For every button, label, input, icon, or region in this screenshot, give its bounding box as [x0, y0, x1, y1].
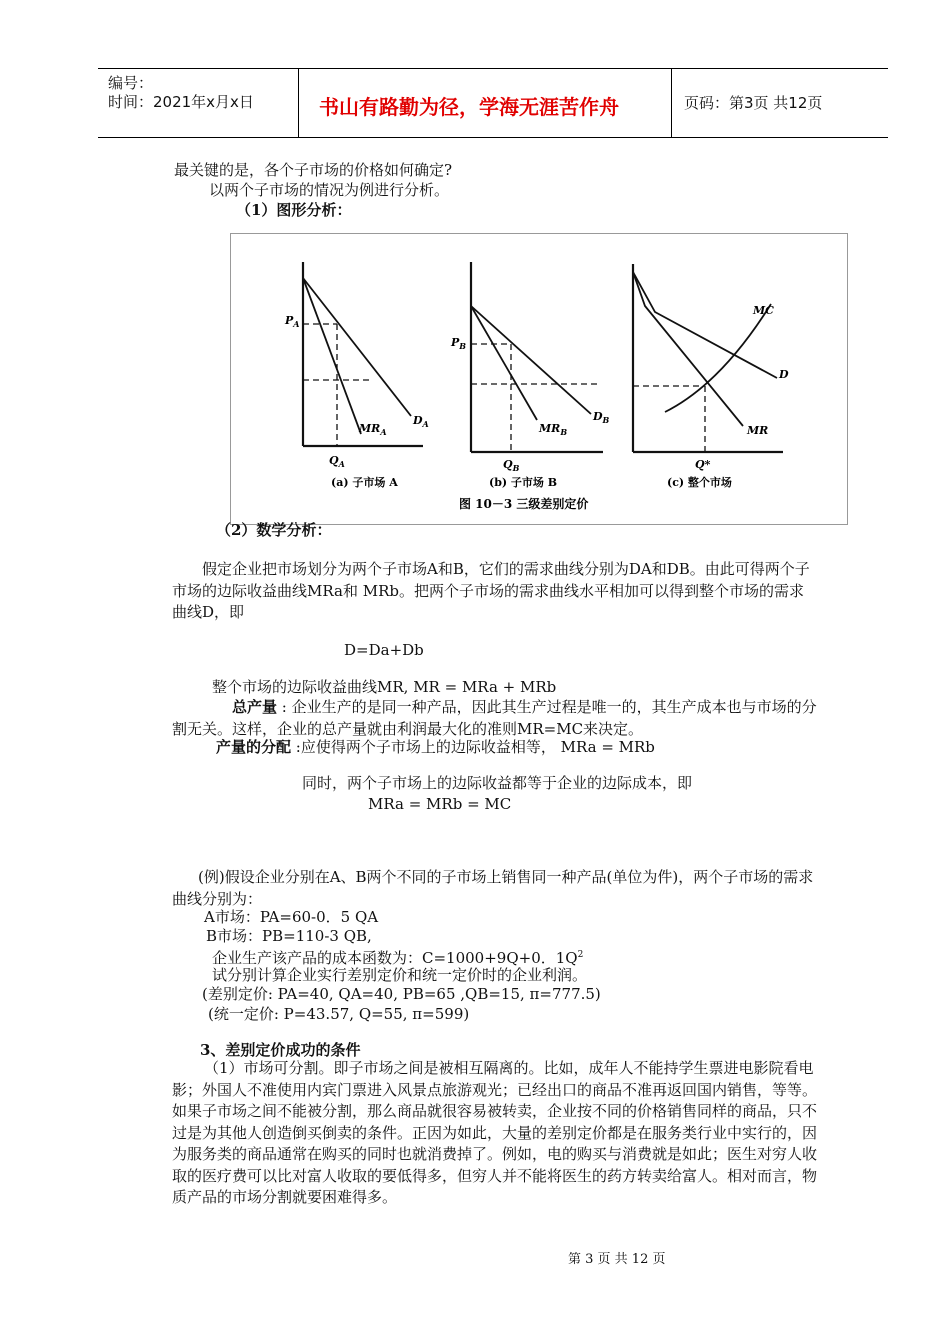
panel-c-mr-line: [633, 272, 743, 426]
panel-c-d-label: D: [779, 368, 789, 381]
total-output-label: 总产量: [232, 698, 278, 716]
panel-a-demand-line: [303, 278, 411, 416]
math-paragraph-2: 整个市场的边际收益曲线MR, MR = MRa + MRb: [212, 678, 557, 696]
total-output-text: : 企业生产的是同一种产品，因此其生产过程是唯一的，其生产成本也与市场的分割无关。这样，企业的总产量就由利润最大化的准则MR=MC来决定。: [172, 698, 817, 738]
output-distribution-label: 产量的分配: [216, 738, 292, 756]
panel-a-d-label: $D_A$: [413, 414, 429, 429]
example-answer-uniform: (统一定价: P=43.57, Q=55, π=599): [208, 1005, 470, 1023]
panel-c-q-label: Q*: [695, 458, 711, 471]
panel-a-q-label: $Q_A$: [329, 454, 345, 469]
equation-mr-mc: MRa = MRb = MC: [368, 795, 512, 813]
equation-demand-sum: D=Da+Db: [344, 641, 424, 659]
math-analysis-heading: （2）数学分析：: [216, 521, 332, 539]
section-3-heading: 3、差别定价成功的条件: [200, 1041, 361, 1059]
panel-b-mr-line: [471, 306, 537, 420]
panel-b-demand-line: [471, 306, 591, 414]
panel-c-caption: (c) 整个市场: [667, 476, 732, 489]
output-distribution-line: [216, 737, 655, 757]
example-answer-differential: (差别定价: PA=40, QA=40, PB=65 ,QB=15, π=777.5): [202, 985, 601, 1003]
header-divider-2: [671, 69, 672, 137]
panel-b-d-label: $D_B$: [593, 410, 610, 425]
panel-c-demand-line: [633, 272, 777, 378]
figure-svg: [231, 234, 847, 524]
panel-b: [450, 262, 610, 489]
math-paragraph-1: 假定企业把市场划分为两个子市场A和B，它们的需求曲线分别为DA和DB。由此可得两个子市场的边际收益曲线MRa和 MRb。把两个子市场的需求曲线水平相加可以得到整个市场的需求曲线D，即: [172, 560, 810, 621]
serial-label: 编号：: [108, 74, 154, 92]
panel-a-mr-line: [303, 278, 361, 434]
total-output-paragraph: [172, 697, 817, 740]
graph-analysis-heading: （1）图形分析：: [236, 201, 352, 219]
panel-a-mr-label: $MR_A$: [359, 422, 387, 437]
example-cost-text: 企业生产该产品的成本函数为：C=1000+9Q+0．1Q: [212, 949, 578, 967]
page-header: [98, 68, 888, 138]
figure-10-3: [230, 233, 848, 525]
motto: 书山有路勤为径，学海无涯苦作舟: [319, 95, 619, 119]
panel-c-mc-label: MC: [753, 304, 774, 317]
example-task: 试分别计算企业实行差别定价和统一定价时的企业利润。: [212, 966, 588, 984]
panel-c-mr-label: MR: [747, 424, 769, 437]
header-left: [108, 69, 298, 137]
panel-b-caption: (b) 子市场 B: [489, 476, 558, 489]
page-info: 页码：第3页 共12页: [684, 94, 823, 112]
example-market-a: A市场：PA=60-0．5 QA: [204, 908, 379, 926]
panel-b-mr-label: $MR_B$: [539, 422, 568, 437]
output-distribution-text: :应使得两个子市场上的边际收益相等， MRa = MRb: [291, 738, 655, 756]
panel-b-q-label: $Q_B$: [503, 458, 520, 473]
panel-a: [284, 262, 429, 489]
panel-a-caption: (a) 子市场 A: [331, 476, 398, 489]
panel-b-p-label: $P_B$: [451, 336, 467, 351]
example-market-b: B市场：PB=110-3 QB,: [206, 927, 372, 945]
section-3-paragraph: （1）市场可分割。即子市场之间是被相互隔离的。比如，成年人不能持学生票进电影院看电影；外国人不准使用内宾门票进入风景点旅游观光；已经出口的商品不准再返回国内销售，等等。如果子市场之间不能被分割，那么商品就很容易被转卖，企业按不同的价格销售同样的商品，只不过是为其他人创造倒买倒卖的条件。正因为如此，大量的差别定价都是在服务类行业中实行的，因为服务类的商品通常在购买的同时也就消费掉了。例如，电的购买与消费就是如此；医生对穷人收取的医疗费可以比对富人收取的要低得多，但穷人并不能将医生的药方转卖给富人。相对而言，物质产品的市场分割就要困难得多。: [172, 1059, 818, 1206]
example-cost-exponent: 2: [577, 950, 584, 960]
intro-line-1: 最关键的是，各个子市场的价格如何确定?: [174, 161, 453, 179]
example-intro: (例)假设企业分别在A、B两个不同的子市场上销售同一种产品(单位为件)，两个子市场的需求曲线分别为：: [172, 868, 814, 908]
figure-title: 图 10－3 三级差别定价: [459, 497, 589, 511]
page-footer: 第 3 页 共 12 页: [568, 1252, 666, 1267]
panel-a-p-label: $P_A$: [285, 314, 300, 329]
header-center: [299, 69, 671, 137]
time-label: 时间：2021年x月x日: [108, 93, 254, 111]
intro-line-2: 以两个子市场的情况为例进行分析。: [209, 181, 450, 199]
panel-c: [633, 264, 789, 489]
header-right: [684, 69, 884, 137]
math-paragraph-3: 同时，两个子市场上的边际收益都等于企业的边际成本，即: [302, 774, 693, 792]
